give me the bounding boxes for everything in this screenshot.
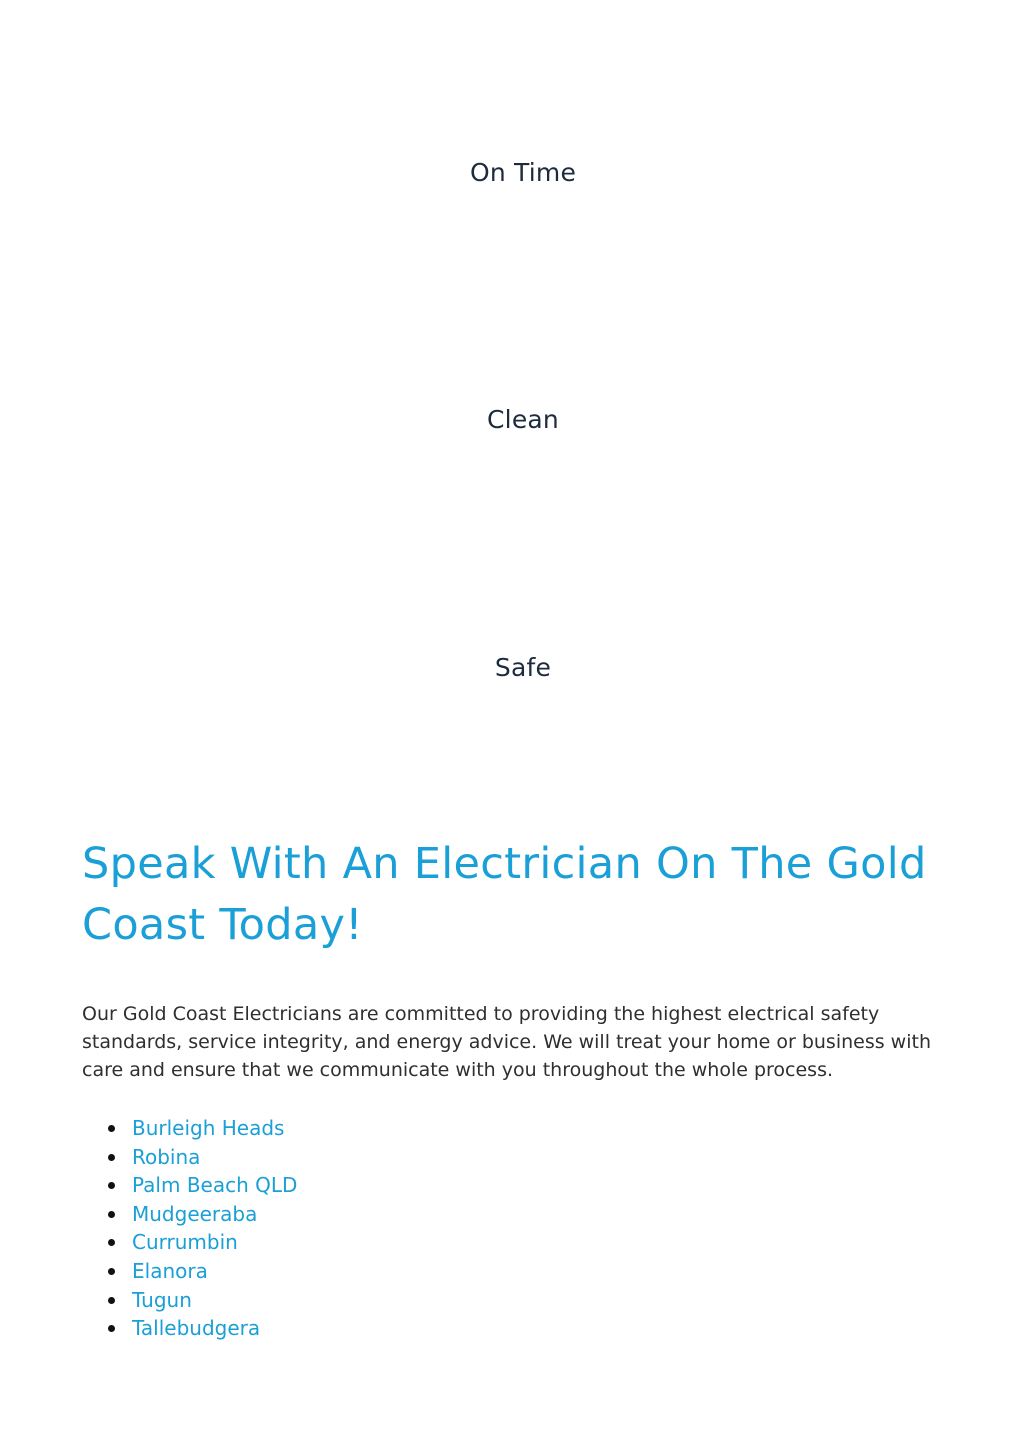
bullet-icon bbox=[108, 1125, 115, 1132]
list-item bbox=[132, 1143, 297, 1172]
bullet-icon bbox=[108, 1154, 115, 1161]
bullet-icon bbox=[108, 1211, 115, 1218]
list-item bbox=[132, 1314, 297, 1343]
bullet-icon bbox=[108, 1325, 115, 1332]
list-item bbox=[132, 1114, 297, 1143]
list-item bbox=[132, 1171, 297, 1200]
bullet-icon bbox=[108, 1297, 115, 1304]
bullet-icon bbox=[108, 1239, 115, 1246]
feature-safe: Safe bbox=[494, 653, 552, 682]
area-link-burleigh-heads[interactable]: Burleigh Heads bbox=[132, 1116, 285, 1140]
area-link-tallebudgera[interactable]: Tallebudgera bbox=[132, 1316, 261, 1341]
bullet-icon bbox=[108, 1268, 115, 1275]
area-link-mudgeeraba[interactable]: Mudgeeraba bbox=[132, 1201, 258, 1226]
list-item bbox=[132, 1257, 297, 1286]
feature-clean: Clean bbox=[487, 405, 559, 434]
feature-on-time: On Time bbox=[469, 158, 577, 187]
section-paragraph: Our Gold Coast Electricians are committed to providing the highest electrical safety standards, service integrity, and energy advice. We will treat your home or business with care and ensure that we communicate with you throughout the whole process. bbox=[82, 1003, 931, 1081]
area-link-tugun[interactable]: Tugun bbox=[132, 1287, 192, 1312]
service-areas-list bbox=[82, 1114, 297, 1343]
area-link-robina[interactable]: Robina bbox=[132, 1144, 201, 1169]
list-item bbox=[132, 1286, 297, 1315]
area-link-currumbin[interactable]: Currumbin bbox=[132, 1230, 238, 1255]
list-item bbox=[132, 1228, 297, 1257]
area-link-palm-beach[interactable]: Palm Beach QLD bbox=[132, 1173, 298, 1198]
area-link-elanora[interactable]: Elanora bbox=[132, 1258, 208, 1283]
bullet-icon bbox=[108, 1182, 115, 1189]
section-heading: Speak With An Electrician On The Gold Coast Today! bbox=[82, 839, 927, 950]
list-item bbox=[132, 1200, 297, 1229]
